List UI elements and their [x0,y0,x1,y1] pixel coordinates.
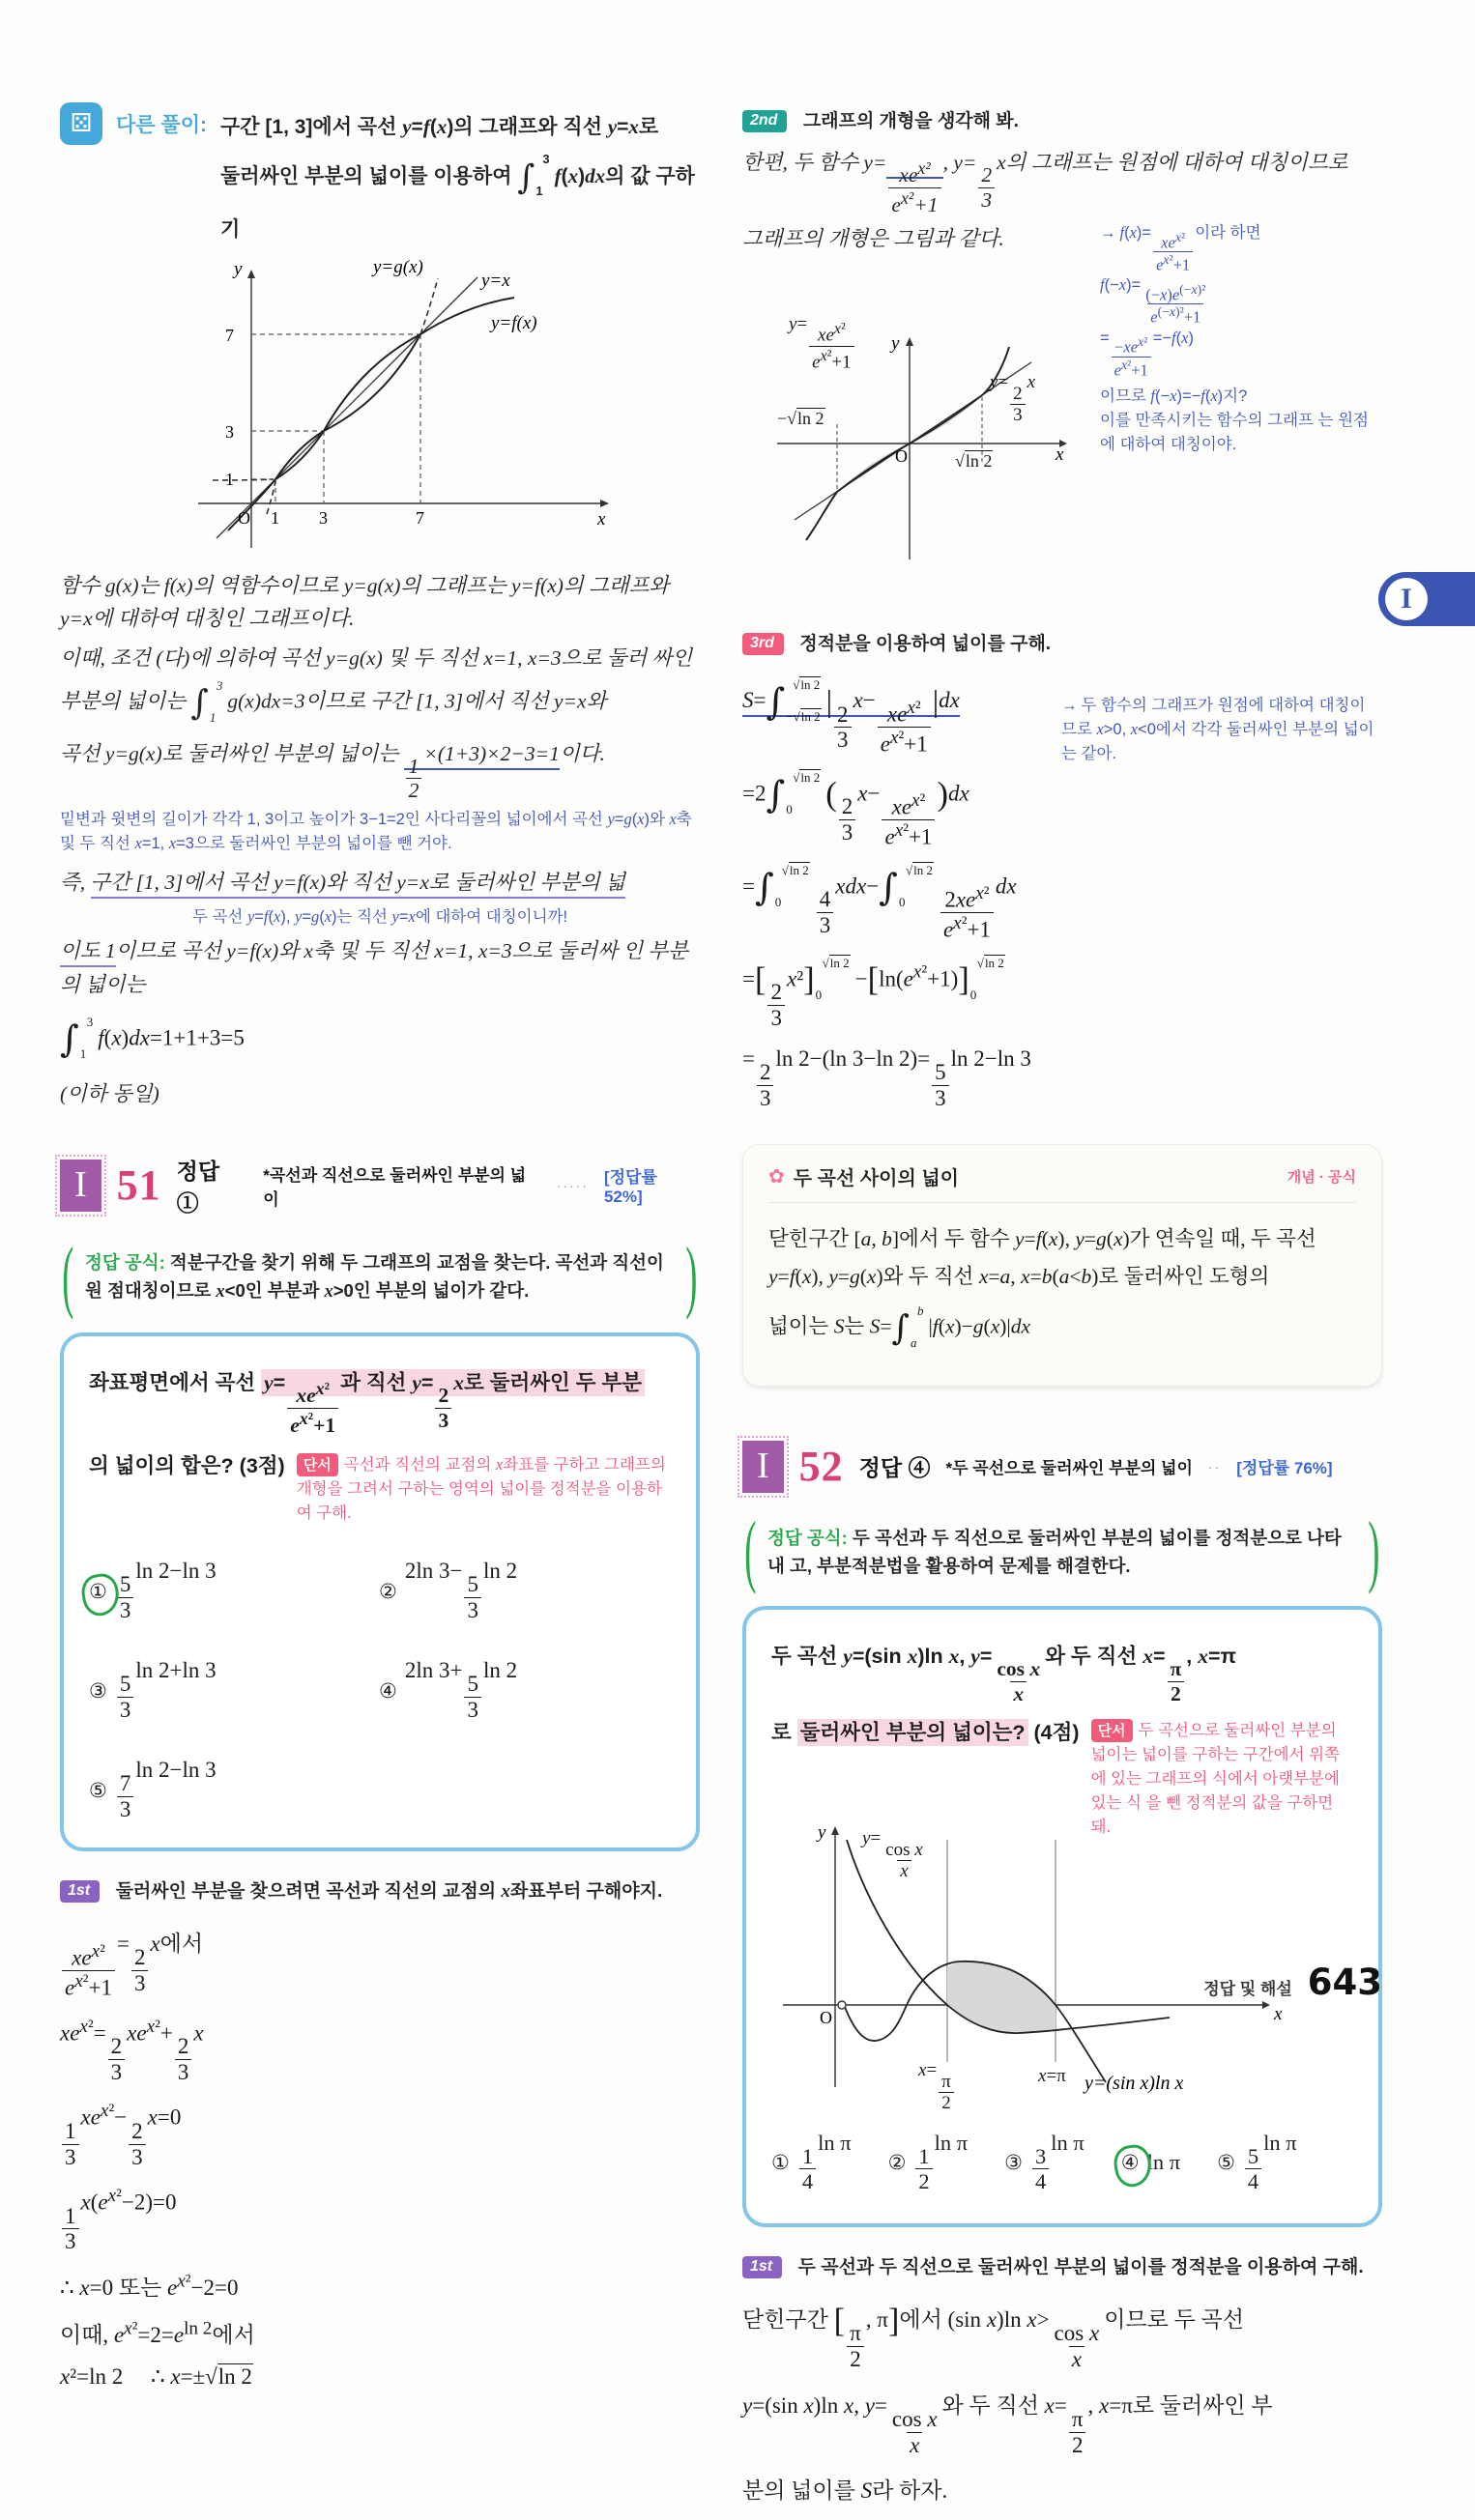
choice-2-value: 2ln 3− $\frac{5}{3}$ ln 2 [404,1559,518,1623]
x-axis-label: x [597,508,606,530]
line-y-equals-x [217,277,477,538]
answer-label: 정답 ① [176,1158,220,1216]
alt-paragraph-6: (이하 동일) [60,1082,159,1106]
choice-52-4 [1121,2131,1180,2194]
blue-note-fx [1100,221,1380,456]
choice-52-2-value: $\frac{1}{2}$ ln π [913,2131,968,2194]
eq-51-7: x²=ln 2 ∴ x=±√ln 2 [60,2364,252,2390]
problem-number-52: 52 [798,1443,844,1491]
clue-badge-52: 단서 [1091,1719,1133,1742]
section-letter-badge: I [60,1160,101,1212]
choice-52-1-number: ① [771,2150,790,2174]
choice-52-5-number: ⑤ [1217,2150,1235,2174]
eq-s2: =2∫ √ln 2 0 ( $\frac{2}{3}$ x− $xe^{x^2}$ $e^{x^2}+1$ )dx [742,769,969,849]
1st-badge: 1st [60,1880,100,1903]
graph2-section [742,146,1382,629]
eq-s1: S=∫ √ln 2 −√ln 2 | $\frac{2}{3}$ x− $xe^{x^2}$ $e^{x^2}+1$ |dx [742,677,960,758]
step-3rd [742,629,1382,655]
choice-3-number: ③ [89,1678,107,1703]
choice-52-3-value: $\frac{3}{4}$ ln π [1030,2131,1085,2194]
footer-page-number: 643 [1307,1962,1382,2003]
choice-2 [379,1559,671,1623]
alt-note-2: 두 곡선 y=f(x), y=g(x)는 직선 y=x에 대하여 대칭이니까! [191,906,568,926]
shaded-region [947,1962,1056,2033]
concept-box-tag: 개념 · 공식 [1287,1168,1356,1186]
right-paragraph-2: 그래프의 개형은 그림과 같다. [742,226,1004,250]
dotted-leader: ····· [556,1177,589,1193]
g2-pos-sqrt-ln2: √ln 2 [955,451,993,471]
choice-52-3-number: ③ [1004,2150,1023,2174]
choice-5-number: ⑤ [89,1778,107,1802]
answer-label-52: 정답 ④ [858,1455,931,1481]
problem-number: 51 [116,1161,161,1210]
g2-y-arrow [906,337,913,346]
correct-rate: [정답률 52%] [603,1168,657,1207]
choice-5 [89,1758,379,1822]
tick-y3: 3 [225,421,234,442]
alt-note-1: 밑변과 윗변의 길이가 각각 1, 3이고 높이가 3−1=2인 사다리꼴의 넓이에서 곡선 y=g(x)와 x축 및 두 직선 x=1, x=3으로 둘러싸인 부분의 넓이를 뺀 거야. [60,810,692,853]
problem-51-line2: 의 넓이의 합은? (3점) [89,1454,285,1477]
1st-badge-52: 1st [742,2256,782,2278]
concept-box [742,1144,1382,1387]
choice-52-5 [1217,2131,1297,2194]
g3-y-label: y [818,1822,826,1844]
alt-paragraph-2: 이때, 조건 (다)에 의하여 곡선 y=g(x) 및 두 직선 x=1, x=3으로 둘러 싸인 부분의 넓이는 ∫ 3 1 g(x)dx=3이므로 구간 [1, 3]에서 직선 y=x와 [60,646,693,725]
x-axis-arrow [600,500,609,507]
eq-52-1: 닫힌구간 [ $\frac{\pi}{2}$ , π]에서 (sin x)ln x> $\frac{\text{cos x}}{x}$ 이므로 두 곡선 [742,2302,1244,2371]
choice-3-value: $\frac{5}{3}$ ln 2+ln 3 [115,1658,217,1723]
flower-icon: ✿ [768,1165,785,1188]
choice-1-number-circled: ① [89,1579,107,1603]
problem-51-header [60,1154,700,1217]
concept-box-header [768,1162,1356,1203]
graph3-axes [783,1830,1266,2087]
graph1-svg [184,257,628,558]
step-1st-52 [742,2252,1382,2278]
eq-51-2: $xe^{x^2}=$ $\frac{2}{3}$ $xe^{x^2}+$ $\frac{2}{3}$ x [60,2016,204,2085]
clue-text-51: 곡선과 직선의 교점의 x좌표를 구하고 그래프의 개형을 그려서 구하는 영역의 넓이를 정적분을 이용하여 구해. [296,1455,666,1523]
section-letter-badge-52: I [742,1441,784,1493]
choice-3 [89,1658,379,1723]
2nd-badge: 2nd [742,110,787,132]
y-axis-label: y [234,258,243,279]
g2-origin: O [895,446,908,466]
g2-curve-label: y= $xe^{x^2}$ $e^{x^2}+1$ [789,314,856,373]
concept-box-title: 두 곡선 사이의 넓이 [793,1167,959,1189]
step-1st-52-text: 두 곡선과 두 직선으로 둘러싸인 부분의 넓이를 정적분을 이용하여 구해. [797,2256,1364,2277]
inverse-function-graph [184,257,628,563]
g3-cos-label: y= $\frac{\text{cos x}}{x}$ [862,1828,923,1882]
chapter-tab-letter: I [1385,578,1428,620]
step-2nd [742,106,1382,132]
g3-origin: O [820,2008,832,2028]
left-column [60,0,700,2405]
tick-x1: 1 [271,507,279,528]
tick-x7: 7 [416,507,424,528]
problem-52-line2: 로 둘러싸인 부분의 넓이는? (4점) [771,1720,1080,1744]
eq-51-3: $\frac{1}{3}$ $xe^{x^2}-$ $\frac{2}{3}$ x=0 [60,2101,700,2170]
graph3-svg [766,1807,1287,2097]
graph1-axes [198,270,605,548]
tick-x3: 3 [319,507,328,528]
concept-box-body1: 닫힌구간 [a, b]에서 두 함수 y=f(x), y=g(x)가 연속일 때, 두 곡선 y=f(x), y=g(x)와 두 직선 x=a, x=b(a<b)로 둘러싸인 도형의 [768,1226,1316,1289]
step-1st-51-text: 둘러싸인 부분을 찾으려면 곡선과 직선의 교점의 x좌표부터 구해야지. [115,1880,663,1902]
open-point-origin [838,2001,846,2009]
tick-y7: 7 [225,325,234,345]
choice-1 [89,1559,379,1623]
g2-line-label: y= $\frac{2}{3}$ x [990,372,1036,426]
eq-s5: = $\frac{2}{3}$ ln 2−(ln 3−ln 2)= $\frac{5}{3}$ ln 2−ln 3 [742,1045,1031,1110]
dotted-leader-52: ·· [1207,1458,1222,1475]
clue-text-52: 두 곡선으로 둘러싸인 부분의 넓이는 넓이를 구하는 구간에서 위쪽에 있는 그래프의 식에서 아랫부분에 있는 식 을 뺀 정적분의 값을 구하면 돼. [1090,1721,1340,1837]
label-y-g: y=g(x) [373,256,423,277]
eq-52-3: 분의 넓이를 S라 하자. [742,2478,948,2504]
blue-note-fx-line1: → f(x)= $xe^{x^2}$ $e^{x^2}+1$ 이라 하면 [1100,221,1380,273]
choice-4 [379,1658,671,1723]
alt-paragraph-1: 함수 g(x)는 f(x)의 역함수이므로 y=g(x)의 그래프는 y=f(x)의 그래프와 y=x에 대하여 대칭인 그래프이다. [60,573,670,631]
blue-note-fx-line4: 이므로 f(−x)=−f(x)지? [1100,387,1248,406]
problem-52-header [742,1441,1382,1493]
right-paragraph-1: 한편, 두 함수 y= $xe^{x^2}$ $e^{x^2}+1$ , y= $\frac{2}{3}$ x의 그래프는 원점에 대하여 대칭이므로 [742,151,1348,216]
step-2nd-text: 그래프의 개형을 생각해 봐. [802,111,1019,131]
y-axis-arrow [247,270,255,278]
step-3rd-text: 정적분을 이용하여 넓이를 구해. [799,634,1052,654]
problem-52-line1: 두 곡선 y=(sin x)ln x, y= $\frac{\text{cos x}}{x}$ 와 두 직선 x= $\frac{\pi}{2}$ , x=π [771,1644,1237,1705]
choice-4-value: 2ln 3+ $\frac{5}{3}$ ln 2 [404,1658,518,1723]
correct-rate-52: [정답률 76%] [1236,1459,1333,1478]
topic-label-52: *두 곡선으로 둘러싸인 부분의 넓이 [945,1459,1193,1478]
alt-paragraph-3: 곡선 y=g(x)로 둘러싸인 부분의 넓이는 $\frac{1}{2}$ ×(1+3)×2−3=1이다. [60,741,605,803]
problem-52-box [742,1606,1382,2227]
chapter-side-tab [1378,572,1475,626]
choice-52-3 [1004,2131,1085,2194]
g3-y-arrow [831,1826,839,1835]
choices-51 [89,1559,671,1822]
eq-51-4: $\frac{1}{3}$ $x(e^{x^2}-2)=0$ [60,2186,700,2255]
clue-badge: 단서 [297,1453,338,1476]
choice-52-1 [771,2131,852,2194]
blue-note-fx-line2: f(−x)= $\frac{(-x)e^{(-x)^2}}{e^{(-x)^2}+1}$ [1100,275,1206,327]
step-1st-51 [60,1876,700,1903]
choice-52-2-number: ② [887,2150,907,2174]
choice-52-1-value: $\frac{1}{4}$ ln π [797,2131,852,2194]
eq-s4: =[ $\frac{2}{3}$ x²] √ln 2 0 $-[\ln(e^{x^2}+1)]$ √ln 2 0 [742,955,1004,1030]
choice-52-2 [888,2131,969,2194]
choice-2-number: ② [379,1579,397,1603]
choice-4-number: ④ [379,1678,397,1703]
footer-label: 정답 및 해설 [1203,1980,1292,1998]
problem-51-box [60,1332,700,1851]
tick-y1: 1 [225,469,234,489]
odd-function-graph [750,314,1084,579]
choice-52-4-number-circled: ④ [1120,2150,1140,2174]
answer-formula-51: ( 정답 공식: 적분구간을 찾기 위해 두 그래프의 교점을 찾는다. 곡선과 직선이 원 점대칭이므로 x<0인 부분과 x>0인 부분의 넓이가 같다. ) [62,1243,698,1313]
alt-solution-label: 다른 풀이: [116,114,207,136]
alt-solution-title: 구간 [1, 3]에서 곡선 y=f(x)의 그래프와 직선 y=x로 둘러싸인 부분의 넓이를 이용하여 ∫ 3 1 f(x)dx의 값 구하기 [219,115,695,241]
label-y-f: y=f(x) [491,312,537,333]
curve-f [228,298,514,530]
alt-equation: ∫ 3 1 f(x)dx=1+1+3=5 [60,1015,245,1062]
blue-note-fx-line3: = $-xe^{x^2}$ $e^{x^2}+1$ =−f(x) [1100,328,1194,380]
sin-cos-graph [766,1807,1287,2114]
3rd-badge: 3rd [742,633,784,655]
g2-y-label: y [891,333,900,354]
choice-1-value: $\frac{5}{3}$ ln 2−ln 3 [115,1559,217,1623]
dice-icon: ⚄ [60,102,102,145]
topic-label: *곡선과 직선으로 둘러싸인 부분의 넓이 [263,1165,527,1209]
blue-note-symmetry: → 두 함수의 그래프가 원점에 대하여 대칭이므로 x>0, x<0에서 각각 둘러싸인 부분의 넓이는 같아. [1061,694,1380,765]
choice-52-4-value: ln π [1146,2149,1181,2174]
g3-pi-label: x=π [1038,2066,1066,2087]
g2-x-label: x [1056,444,1064,465]
choice-5-value: $\frac{7}{3}$ ln 2−ln 3 [115,1758,217,1822]
alt-solution-header [60,102,700,249]
right-column [742,0,1382,2520]
answer-formula-52: ( 정답 공식: 두 곡선과 두 직선으로 둘러싸인 부분의 넓이를 정적분으로 나타내 고, 부분적분법을 활용하여 문제를 해결한다. ) [744,1518,1380,1587]
curve-g-dashed [213,278,438,514]
origin-label: O [238,507,250,528]
eq-s3: =∫ √ln 2 0 $\frac{4}{3}$ xdx−∫ √ln 2 0 $2xe^{x^2}$ $e^{x^2}+1$ dx [742,862,1017,942]
label-y-x: y=x [481,270,510,291]
alt-paragraph-5: 이도 1이므로 곡선 y=f(x)와 x축 및 두 직선 x=1, x=3으로 둘러싸 인 부분의 넓이는 [60,939,688,997]
g3-sin-label: y=(sin x)ln x [1085,2073,1184,2095]
choice-52-5-value: $\frac{5}{4}$ ln π [1243,2131,1297,2194]
eq-51-1: $xe^{x^2}$ $e^{x^2}+1$ = $\frac{2}{3}$ x에서 [60,1926,700,2001]
g3-x-label: x [1274,2004,1283,2025]
g3-pi2-label: x= $\frac{\pi}{2}$ [918,2060,956,2114]
blue-note-fx-line5: 이를 만족시키는 함수의 그래프 는 원점에 대하여 대칭이야. [1100,411,1369,453]
page-footer [1203,1962,1382,2003]
problem-51-line1: 좌표평면에서 곡선 y= $xe^{x^2}$ $e^{x^2}+1$ 과 직선 y= $\frac{2}{3}$ x로 둘러싸인 두 부분 [89,1365,671,1437]
eq-52-2: y=(sin x)ln x, y= $\frac{\text{cos x}}{x}$ 와 두 직선 x= $\frac{\pi}{2}$ , x=π로 둘러싸인 부 [742,2392,1273,2457]
concept-box-body2: 넓이는 S는 S=∫ b a |f(x)−g(x)|dx [768,1303,1031,1350]
g2-neg-sqrt-ln2: −√ln 2 [777,409,824,428]
alt-paragraph-4: 즉, 구간 [1, 3]에서 곡선 y=f(x)와 직선 y=x로 둘러싸인 부분의 넓 [60,866,700,900]
eq-51-5: ∴ x=0 또는 $e^{x^2}-2=0$ [60,2271,239,2301]
choices-52 [771,2131,1353,2194]
eq-51-6: 이때, $e^{x^2}=2=e^{ln 2}$에서 [60,2318,255,2348]
